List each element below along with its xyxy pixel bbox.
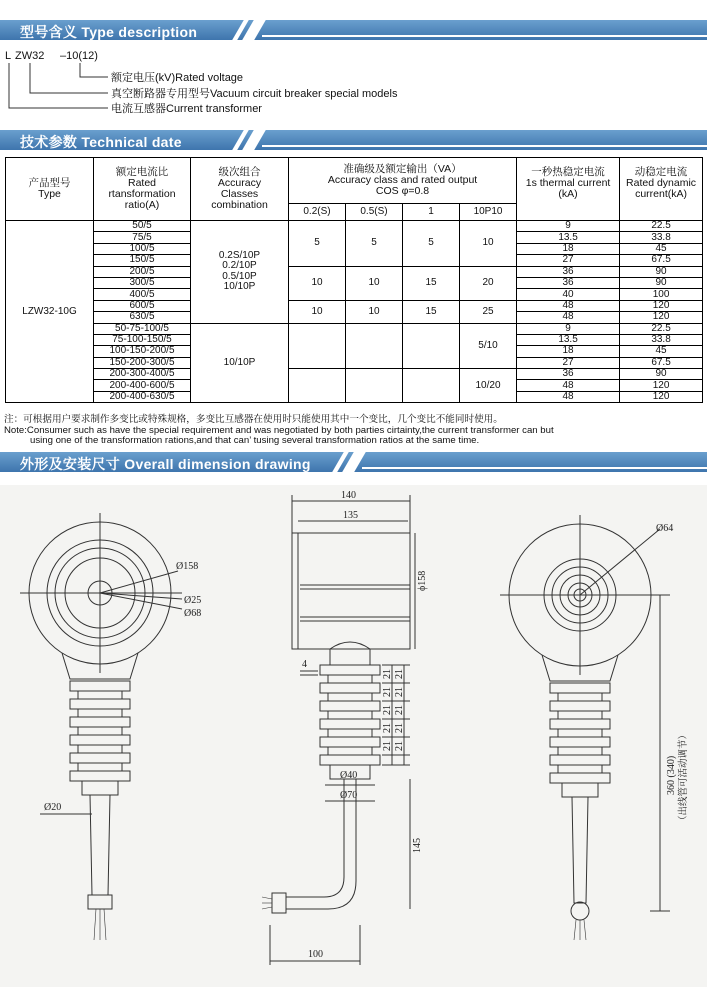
dim-21: 21 — [394, 669, 405, 679]
dim-d68: Ø68 — [184, 608, 202, 619]
thermal-cell: 13.5 — [517, 334, 620, 345]
ratio-cell: 200-400-630/5 — [94, 391, 191, 402]
ratio-cell: 630/5 — [94, 312, 191, 323]
dynamic-cell: 22.5 — [620, 323, 703, 334]
header-dynamic: 动稳定电流 Rated dynamic current(kA) — [620, 158, 703, 221]
note-english-2: using one of the transformation rations,and that can’ tusing several transformation ratios at the same time. — [30, 435, 480, 446]
ratio-cell: 200-400-600/5 — [94, 380, 191, 391]
dim-w140: 140 — [341, 490, 356, 501]
dynamic-cell: 45 — [620, 346, 703, 357]
dynamic-cell: 33.8 — [620, 334, 703, 345]
dim-21: 21 — [382, 723, 393, 733]
output-cell: 10 — [289, 300, 346, 323]
dim-h360-note: （出线管可活动调节） — [678, 729, 689, 825]
ratio-cell: 75/5 — [94, 232, 191, 243]
output-cell — [403, 369, 460, 403]
ratio-cell: 300/5 — [94, 277, 191, 288]
ratio-cell: 150-200-300/5 — [94, 357, 191, 368]
thermal-cell: 48 — [517, 300, 620, 311]
insulator-sheds-right — [550, 683, 610, 783]
output-cell: 15 — [403, 266, 460, 300]
technical-parameters-table — [5, 157, 703, 403]
header-10p10: 10P10 — [460, 203, 517, 221]
dynamic-cell: 90 — [620, 369, 703, 380]
ratio-cell: 400/5 — [94, 289, 191, 300]
code-l: L — [5, 50, 12, 62]
output-cell — [289, 369, 346, 403]
output-cell: 5 — [346, 221, 403, 267]
dim-21: 21 — [382, 687, 393, 697]
section-title: 外形及安装尺寸 Overall dimension drawing — [20, 456, 311, 472]
dim-d25: Ø25 — [184, 595, 202, 606]
dynamic-cell: 45 — [620, 243, 703, 254]
dim-d158: Ø158 — [176, 561, 199, 572]
output-cell — [346, 323, 403, 369]
dim-4: 4 — [302, 659, 307, 670]
desc-voltage: 额定电压(kV)Rated voltage — [111, 72, 244, 84]
dynamic-cell: 22.5 — [620, 221, 703, 232]
model-code-diagram — [0, 44, 707, 124]
thermal-cell: 9 — [517, 323, 620, 334]
dynamic-cell: 33.8 — [620, 232, 703, 243]
ratio-cell: 75-100-150/5 — [94, 334, 191, 345]
output-cell — [289, 323, 346, 369]
note-english-1: Note:Consumer such as have the special requirement and was negotiated by both parties cirtainty,the current transformer can but — [4, 425, 554, 436]
ratio-cell: 150/5 — [94, 255, 191, 266]
output-cell: 5 — [403, 221, 460, 267]
dim-h360: 360 (340) — [666, 755, 677, 795]
output-cell: 15 — [403, 300, 460, 323]
dynamic-cell: 120 — [620, 300, 703, 311]
section-bar-type-description — [0, 20, 707, 40]
ratio-cell: 100/5 — [94, 243, 191, 254]
thermal-cell: 13.5 — [517, 232, 620, 243]
section-title: 型号含义 Type description — [20, 24, 198, 40]
dynamic-cell: 67.5 — [620, 357, 703, 368]
insulator-sheds-mid — [320, 665, 380, 765]
ratio-cell: 200-300-400/5 — [94, 369, 191, 380]
thermal-cell: 36 — [517, 266, 620, 277]
dynamic-cell: 90 — [620, 277, 703, 288]
section-bar-dimension-drawing — [0, 452, 707, 472]
thermal-cell: 48 — [517, 380, 620, 391]
dim-d20: Ø20 — [44, 802, 62, 813]
model-cell: LZW32-10G — [6, 221, 94, 403]
output-cell: 10 — [346, 266, 403, 300]
output-cell: 5/10 — [460, 323, 517, 369]
output-cell: 10 — [289, 266, 346, 300]
header-ratio: 额定电流比 Rated rtansformation ratio(A) — [94, 158, 191, 221]
thermal-cell: 40 — [517, 289, 620, 300]
header-05s: 0.5(S) — [346, 203, 403, 221]
header-thermal: 一秒热稳定电流 1s thermal current (kA) — [517, 158, 620, 221]
dynamic-cell: 90 — [620, 266, 703, 277]
dynamic-cell: 67.5 — [620, 255, 703, 266]
output-cell — [403, 323, 460, 369]
dynamic-cell: 120 — [620, 391, 703, 402]
section-bar-technical-data — [0, 130, 707, 150]
note-chinese: 注：可根据用户要求制作多变比或特殊规格，多变比互感器在使用时只能使用其中一个变比，几个变比不能同时使用。 — [4, 414, 503, 425]
header-accuracy: 准确级及额定输出（VA） Accuracy class and rated output COS φ=0.8 — [289, 158, 517, 204]
output-cell — [346, 369, 403, 403]
dim-21: 21 — [394, 741, 405, 751]
right-view — [500, 515, 689, 940]
combination-cell-a: 0.2S/10P 0.2/10P 0.5/10P 10/10P — [191, 221, 289, 324]
dim-21: 21 — [382, 705, 393, 715]
dynamic-cell: 120 — [620, 312, 703, 323]
thermal-cell: 18 — [517, 243, 620, 254]
header-1: 1 — [403, 203, 460, 221]
dim-d70: Ø70 — [340, 790, 358, 801]
dim-21: 21 — [394, 723, 405, 733]
dim-h158: ϕ158 — [417, 570, 428, 591]
ratio-cell: 50/5 — [94, 221, 191, 232]
dimension-drawing — [0, 485, 707, 987]
ratio-cell: 100-150-200/5 — [94, 346, 191, 357]
thermal-cell: 27 — [517, 255, 620, 266]
dim-d64: Ø64 — [656, 523, 674, 534]
dim-h145: 145 — [412, 838, 423, 853]
ratio-cell: 200/5 — [94, 266, 191, 277]
combination-cell-b: 10/10P — [191, 323, 289, 403]
section-title: 技术参数 Technical date — [20, 134, 182, 150]
output-cell: 20 — [460, 266, 517, 300]
ratio-cell: 50-75-100/5 — [94, 323, 191, 334]
output-cell: 25 — [460, 300, 517, 323]
left-view — [20, 513, 201, 940]
dynamic-cell: 100 — [620, 289, 703, 300]
thermal-cell: 48 — [517, 312, 620, 323]
thermal-cell: 36 — [517, 369, 620, 380]
thermal-cell: 36 — [517, 277, 620, 288]
output-cell: 10 — [460, 221, 517, 267]
output-cell: 10 — [346, 300, 403, 323]
insulator-sheds — [70, 681, 130, 781]
dim-21: 21 — [394, 705, 405, 715]
code-voltage: –10(12) — [60, 50, 98, 62]
dim-21: 21 — [382, 741, 393, 751]
dim-w100: 100 — [308, 949, 323, 960]
dynamic-cell: 120 — [620, 380, 703, 391]
header-02s: 0.2(S) — [289, 203, 346, 221]
middle-view — [262, 490, 428, 965]
dim-w135: 135 — [343, 510, 358, 521]
thermal-cell: 9 — [517, 221, 620, 232]
dim-21: 21 — [394, 687, 405, 697]
header-model: 产品型号 Type — [6, 158, 94, 221]
thermal-cell: 48 — [517, 391, 620, 402]
dim-d40: Ø40 — [340, 770, 358, 781]
thermal-cell: 27 — [517, 357, 620, 368]
desc-ct: 电流互感器Current transformer — [111, 103, 262, 115]
thermal-cell: 18 — [517, 346, 620, 357]
output-cell: 5 — [289, 221, 346, 267]
desc-model: 真空断路器专用型号Vacuum circuit breaker special models — [111, 88, 398, 100]
dim-21: 21 — [382, 669, 393, 679]
header-combination: 级次组合 Accuracy Classes combination — [191, 158, 289, 221]
code-zw: ZW32 — [15, 50, 45, 62]
ratio-cell: 600/5 — [94, 300, 191, 311]
output-cell: 10/20 — [460, 369, 517, 403]
